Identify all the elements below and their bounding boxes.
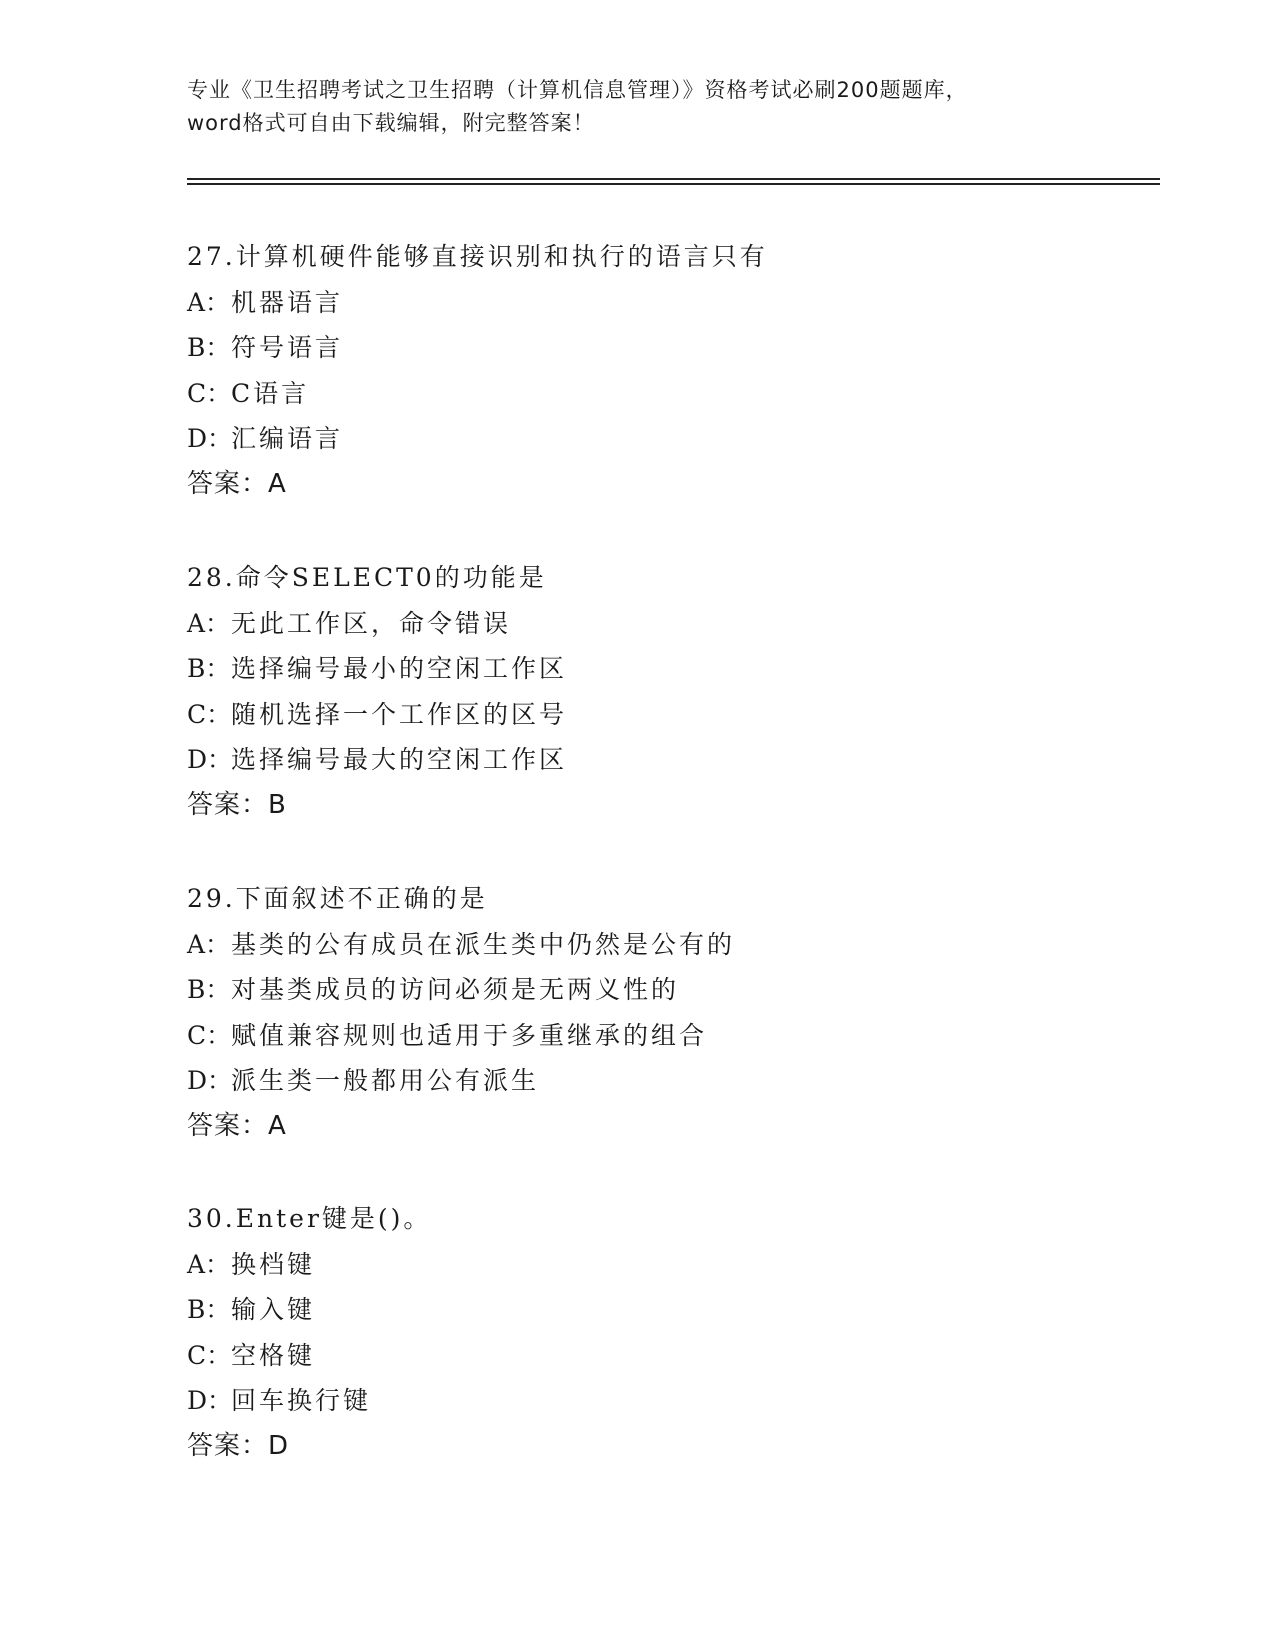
- header-divider-top: [187, 178, 1160, 180]
- option-text: 选择编号最小的空闲工作区: [231, 654, 568, 683]
- option-c: [187, 692, 1187, 738]
- question-27: [187, 234, 1187, 507]
- option-c: [187, 371, 1187, 417]
- option-letter: C：: [187, 1340, 232, 1370]
- answer: 答案：A: [187, 1110, 287, 1141]
- option-d: [187, 1378, 1187, 1424]
- option-letter: A：: [187, 929, 231, 959]
- answer: 答案：B: [187, 789, 287, 820]
- question-29: [187, 876, 1187, 1149]
- option-c: [187, 1333, 1187, 1379]
- question-stem: 28.命令SELECT0的功能是: [187, 563, 547, 592]
- option-text: 无此工作区，命令错误: [231, 608, 512, 638]
- option-text: 机器语言: [231, 287, 344, 317]
- option-text: C语言: [231, 378, 310, 408]
- document-header: [187, 74, 1107, 140]
- option-c: [187, 1013, 1187, 1059]
- question-30: [187, 1196, 1187, 1469]
- option-letter: A：: [187, 608, 231, 638]
- option-letter: B：: [187, 654, 231, 683]
- option-d: [187, 737, 1187, 783]
- option-a: [187, 922, 1187, 968]
- option-text: 输入键: [231, 1295, 316, 1324]
- option-letter: C：: [187, 699, 232, 729]
- option-a: [187, 280, 1187, 326]
- option-text: 基类的公有成员在派生类中仍然是公有的: [231, 929, 736, 959]
- option-text: 换档键: [231, 1249, 316, 1279]
- option-text: 选择编号最大的空闲工作区: [231, 745, 568, 774]
- answer: 答案：A: [187, 468, 287, 499]
- option-letter: C：: [187, 1020, 232, 1050]
- option-text: 派生类一般都用公有派生: [231, 1066, 540, 1095]
- option-a: [187, 601, 1187, 647]
- option-a: [187, 1242, 1187, 1288]
- option-text: 对基类成员的访问必须是无两义性的: [231, 975, 680, 1004]
- option-letter: C：: [187, 378, 232, 408]
- option-d: [187, 416, 1187, 462]
- option-letter: B：: [187, 333, 231, 362]
- option-d: [187, 1058, 1187, 1104]
- option-letter: B：: [187, 1295, 231, 1324]
- option-letter: D：: [187, 424, 233, 453]
- option-text: 符号语言: [231, 333, 344, 362]
- header-line-1: 专业《卫生招聘考试之卫生招聘（计算机信息管理）》资格考试必刷200题题库，: [187, 78, 968, 102]
- option-b: [187, 1287, 1187, 1333]
- option-b: [187, 967, 1187, 1013]
- question-stem: 30.Enter键是()。: [187, 1204, 432, 1233]
- option-letter: B：: [187, 975, 231, 1004]
- header-divider-bottom: [187, 183, 1160, 185]
- option-letter: A：: [187, 287, 231, 317]
- option-text: 回车换行键: [231, 1386, 372, 1415]
- option-letter: D：: [187, 1066, 233, 1095]
- option-text: 空格键: [231, 1340, 316, 1370]
- option-letter: D：: [187, 745, 233, 774]
- option-b: [187, 646, 1187, 692]
- question-28: [187, 555, 1187, 828]
- option-text: 随机选择一个工作区的区号: [231, 699, 568, 729]
- header-line-2: word格式可自由下载编辑，附完整答案！: [187, 111, 595, 135]
- option-letter: D：: [187, 1386, 233, 1415]
- answer: 答案：D: [187, 1430, 290, 1461]
- option-text: 赋值兼容规则也适用于多重继承的组合: [231, 1020, 708, 1050]
- question-stem: 27.计算机硬件能够直接识别和执行的语言只有: [187, 242, 768, 271]
- option-text: 汇编语言: [231, 424, 344, 453]
- question-stem: 29.下面叙述不正确的是: [187, 884, 488, 913]
- option-b: [187, 325, 1187, 371]
- option-letter: A：: [187, 1249, 231, 1279]
